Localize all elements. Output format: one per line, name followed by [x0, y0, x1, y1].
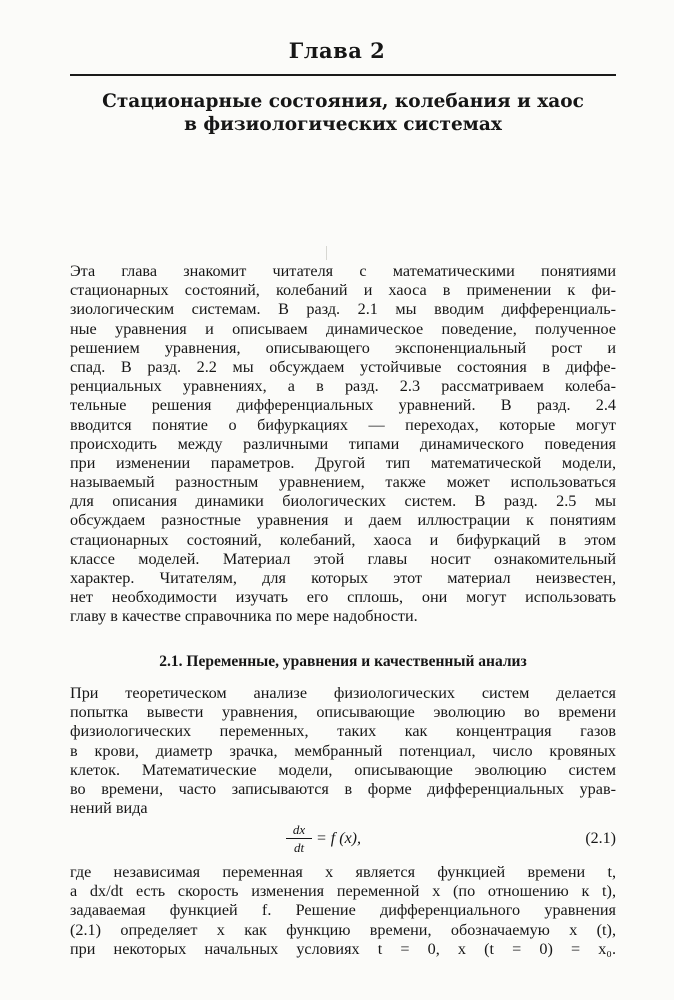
- equation-2-1: [70, 820, 616, 862]
- text-line: обсуждаем разностные уравнения и даем иллюстрации к понятиям: [70, 511, 616, 530]
- text-line: во времени, часто записываются в форме дифференциальных урав-: [70, 779, 616, 798]
- text-line: При теоретическом анализе физиологических систем делается: [70, 684, 616, 702]
- equation-number: (2.1): [585, 830, 616, 847]
- fraction-numerator: dx: [286, 822, 312, 839]
- text-line: главу в качестве справочника по мере надобности.: [70, 607, 418, 626]
- section-paragraph-continued: [70, 863, 616, 959]
- text-line: спад. В разд. 2.2 мы обсуждаем устойчивые состояния в диффе-: [70, 357, 616, 376]
- chapter-label: Глава 2: [288, 38, 386, 63]
- text-line: классе моделей. Материал этой главы носит ознакомительный: [70, 549, 616, 568]
- text-line: нет необходимости изучать его сплошь, они могут использовать: [70, 588, 616, 607]
- text-line: клеток. Математические модели, описывающие эволюцию систем: [70, 760, 616, 779]
- text-line: ные уравнения и описываем динамическое поведение, полученное: [70, 319, 616, 338]
- text-line: физиологических переменных, таких как концентрация газов: [70, 722, 616, 741]
- derivative-fraction: [286, 822, 312, 855]
- text-line: где независимая переменная x является функцией времени t,: [70, 863, 616, 881]
- text-line: нений вида: [70, 799, 148, 818]
- section-heading: 2.1. Переменные, уравнения и качественный анализ: [159, 653, 527, 670]
- text-line: при некоторых начальных условиях t = 0, x (t = 0) = x₀.: [70, 939, 616, 958]
- text-line: стационарных состояний, колебаний и хаоса в применении к фи-: [70, 281, 616, 300]
- page-mark: [326, 246, 327, 260]
- chapter-title-line: в физиологических системах: [184, 114, 502, 135]
- chapter-rule: [70, 74, 616, 76]
- equation-rhs: = f (x),: [316, 830, 361, 847]
- text-line: зиологическим системам. В разд. 2.1 мы вводим дифференциаль-: [70, 300, 616, 319]
- intro-paragraph: [70, 262, 616, 627]
- text-line: ренциальных уравнениях, а в разд. 2.3 рассматриваем колеба-: [70, 377, 616, 396]
- text-line: а dx/dt есть скорость изменения переменной x (по отношению к t),: [70, 882, 616, 901]
- text-line: характер. Читателям, для которых этот материал неизвестен,: [70, 569, 616, 587]
- text-line: (2.1) определяет x как функцию времени, обозначаемую x (t),: [70, 920, 616, 939]
- text-line: вводится понятие о бифуркациях — переходах, которые могут: [70, 415, 616, 434]
- text-line: Эта глава знакомит читателя с математическими понятиями: [70, 262, 616, 280]
- text-line: стационарных состояний, колебаний, хаоса и бифуркаций в этом: [70, 530, 616, 549]
- text-line: называемый разностным уравнением, также может использоваться: [70, 473, 616, 492]
- chapter-title-line: Стационарные состояния, колебания и хаос: [102, 91, 584, 112]
- fraction-denominator: dt: [293, 840, 305, 855]
- text-line: тельные решения дифференциальных уравнений. В разд. 2.4: [70, 396, 616, 415]
- text-line: при изменении параметров. Другой тип математической модели,: [70, 453, 616, 472]
- text-line: задаваемая функцией f. Решение дифференциального уравнения: [70, 901, 616, 920]
- chapter-title: [70, 90, 616, 136]
- text-line: в крови, диаметр зрачка, мембранный потенциал, число кровяных: [70, 741, 616, 760]
- section-paragraph: [70, 684, 616, 818]
- text-line: происходить между различными типами динамического поведения: [70, 434, 616, 453]
- text-line: попытка вывести уравнения, описывающие эволюцию во времени: [70, 703, 616, 722]
- text-line: для описания динамики биологических систем. В разд. 2.5 мы: [70, 492, 616, 511]
- text-line: решением уравнения, описывающего экспоненциальный рост и: [70, 338, 616, 357]
